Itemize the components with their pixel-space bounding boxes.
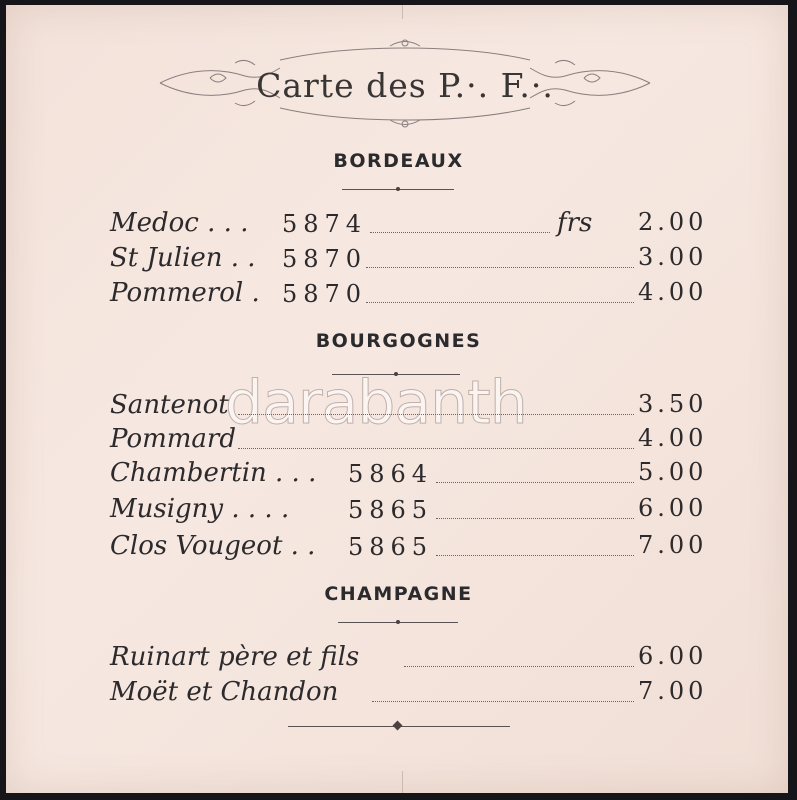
wine-row	[0, 390, 797, 424]
section-title-bourgognes: BOURGOGNES	[315, 330, 482, 352]
wine-price: 5.00	[638, 458, 708, 486]
leader-dots	[370, 232, 550, 233]
leader-dots	[436, 518, 634, 519]
wine-price: 7.00	[638, 531, 708, 559]
wine-vintage: 5874	[282, 210, 368, 238]
wine-row	[0, 424, 797, 458]
wine-price: 6.00	[638, 494, 708, 522]
leader-dots	[436, 482, 634, 483]
leader-dots	[436, 555, 634, 556]
section-rule-dot	[396, 187, 400, 191]
wine-vintage: 5870	[282, 245, 368, 273]
wine-row	[0, 642, 797, 676]
wine-row	[0, 677, 797, 711]
wine-name: Chambertin . . .	[110, 458, 317, 488]
watermark: darabanth	[225, 368, 527, 438]
wine-vintage: 5865	[348, 496, 434, 524]
section-rule-dot	[396, 620, 400, 624]
wine-name: Musigny . . . .	[110, 494, 290, 524]
leader-dots	[366, 302, 634, 303]
wine-row	[0, 494, 797, 528]
currency-label: frs	[557, 208, 593, 238]
fold-mark-top	[402, 5, 403, 19]
wine-name: Moët et Chandon	[110, 677, 339, 707]
wine-name: Santenot	[110, 390, 229, 420]
wine-row	[0, 243, 797, 277]
section-title-bordeaux: BORDEAUX	[333, 150, 464, 172]
wine-price: 2.00	[638, 208, 708, 236]
wine-row	[0, 278, 797, 312]
title-cartouche	[150, 38, 660, 128]
wine-price: 6.00	[638, 642, 708, 670]
wine-row	[0, 531, 797, 565]
leader-dots	[372, 701, 634, 702]
wine-name: Ruinart père et fils	[110, 642, 360, 672]
wine-price: 4.00	[638, 424, 708, 452]
wine-name: Pommard	[110, 424, 236, 454]
wine-price: 4.00	[638, 278, 708, 306]
wine-price: 3.50	[638, 390, 708, 418]
wine-name: St Julien . .	[110, 243, 256, 273]
wine-row	[0, 208, 797, 242]
leader-dots	[404, 666, 634, 667]
wine-name: Pommerol .	[110, 278, 260, 308]
leader-dots	[238, 448, 634, 449]
fold-mark-bottom	[402, 771, 403, 793]
leader-dots	[238, 414, 634, 415]
wine-vintage: 5864	[348, 460, 434, 488]
wine-price: 3.00	[638, 243, 708, 271]
wine-price: 7.00	[638, 677, 708, 705]
section-title-champagne: CHAMPAGNE	[324, 583, 473, 605]
wine-name: Clos Vougeot . .	[110, 531, 316, 561]
menu-title: Carte des P.·. F.·.	[256, 66, 554, 105]
wine-row	[0, 458, 797, 492]
leader-dots	[366, 267, 634, 268]
wine-vintage: 5865	[348, 533, 434, 561]
wine-name: Medoc . . .	[110, 208, 249, 238]
wine-vintage: 5870	[282, 280, 368, 308]
